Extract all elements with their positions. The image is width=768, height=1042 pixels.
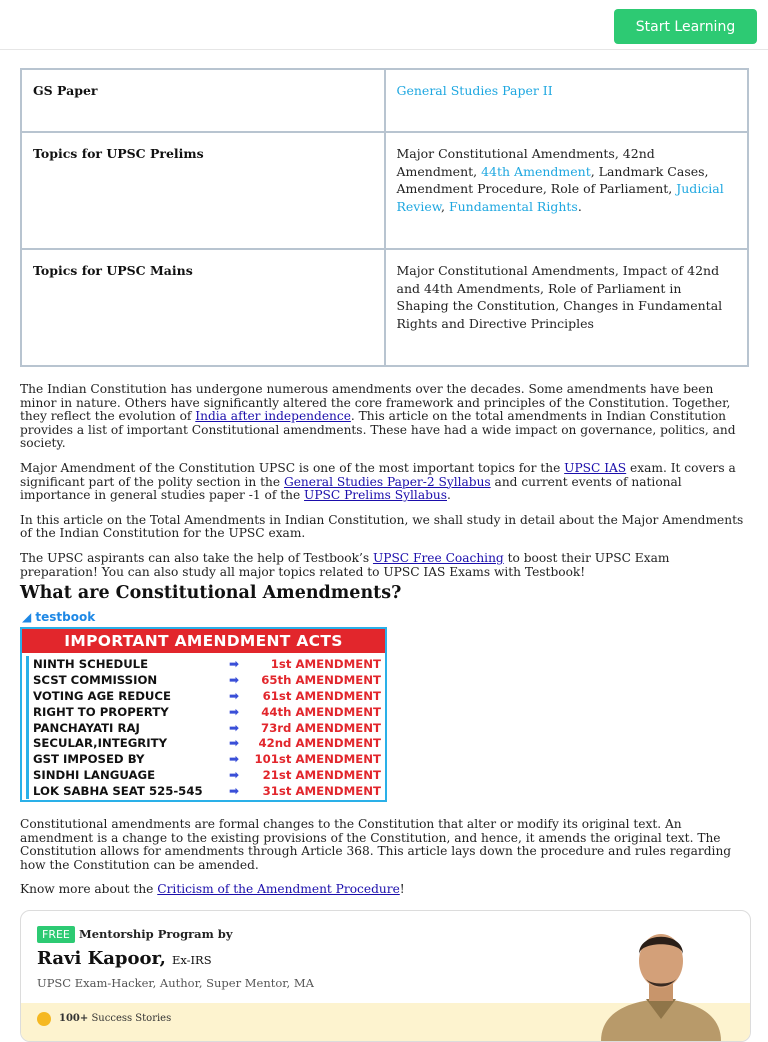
arrow-right-icon: ➡ [229, 672, 240, 687]
link-criticism-amendment-procedure[interactable]: Criticism of the Amendment Procedure [157, 882, 400, 897]
arrow-right-icon: ➡ [229, 752, 240, 767]
arrow-right-icon: ➡ [229, 656, 240, 671]
amendment: 31st AMENDMENT [262, 784, 381, 799]
table-value: Major Constitutional Amendments, Impact of 42nd and 44th Amendments, Role of Parliament in Shaping the Constitution, Changes in Fundamental Rights and Directive Principles [385, 249, 749, 366]
arrow-right-icon: ➡ [229, 736, 240, 751]
link-india-after-independence[interactable]: India after independence [195, 409, 351, 424]
text: ! [399, 882, 405, 897]
article-body [20, 383, 750, 590]
list-item [26, 704, 383, 720]
stories-label: Success Stories [91, 1013, 172, 1024]
table-row [21, 249, 748, 366]
list-item [26, 672, 383, 688]
amendment: 61st AMENDMENT [262, 688, 381, 703]
stories-count: 100+ [59, 1013, 89, 1024]
topic: NINTH SCHEDULE [33, 656, 149, 671]
mentor-subtitle: UPSC Exam-Hacker, Author, Super Mentor, MA [37, 976, 314, 990]
table-key: Topics for UPSC Prelims [21, 132, 385, 249]
text: Know more about the [20, 882, 158, 897]
list-item [26, 751, 383, 767]
list-item [26, 720, 383, 736]
link-upsc-free-coaching[interactable]: UPSC Free Coaching [372, 550, 504, 565]
testbook-logo: ◢ testbook [22, 610, 96, 624]
topic: SECULAR,INTEGRITY [33, 736, 168, 751]
article-body-continued [20, 818, 750, 908]
table-key: GS Paper [21, 69, 385, 132]
amendment: 21st AMENDMENT [262, 768, 381, 783]
table-row [21, 69, 748, 132]
table-value [385, 69, 749, 132]
amendment: 44th AMENDMENT [261, 704, 381, 719]
link-fundamental-rights[interactable]: Fundamental Rights [448, 198, 578, 214]
list-item [26, 735, 383, 751]
mentorship-label: Mentorship Program by [79, 927, 233, 941]
table-text: , [440, 198, 449, 214]
mentor-name: Ravi Kapoor, [37, 948, 166, 969]
info-table [20, 68, 749, 367]
text: The UPSC aspirants can also take the help of Testbook’s [20, 550, 373, 565]
avatar [591, 919, 731, 1041]
link-upsc-prelims-syllabus[interactable]: UPSC Prelims Syllabus [304, 488, 447, 503]
paragraph [20, 462, 750, 503]
arrow-right-icon: ➡ [229, 720, 240, 735]
start-learning-button[interactable]: Start Learning [614, 9, 757, 44]
list-item [26, 767, 383, 783]
table-row [21, 132, 748, 249]
amendment: 101st AMENDMENT [254, 752, 381, 767]
table-value [385, 132, 749, 249]
amendment-infographic [20, 627, 387, 802]
top-bar [0, 0, 768, 50]
paragraph [20, 883, 750, 897]
link-gs-paper-2-syllabus[interactable]: General Studies Paper-2 Syllabus [283, 474, 491, 489]
amendment: 1st AMENDMENT [270, 656, 381, 671]
list-item [26, 688, 383, 704]
amendment: 65th AMENDMENT [261, 672, 381, 687]
arrow-right-icon: ➡ [229, 704, 240, 719]
section-heading: What are Constitutional Amendments? [20, 583, 402, 603]
topic: RIGHT TO PROPERTY [33, 704, 169, 719]
topic: VOTING AGE REDUCE [33, 688, 171, 703]
topic: SCST COMMISSION [33, 672, 158, 687]
mentorship-card[interactable] [20, 910, 751, 1042]
amendment: 42nd AMENDMENT [258, 736, 381, 751]
mentor-credential: Ex-IRS [171, 953, 212, 967]
arrow-right-icon: ➡ [229, 784, 240, 799]
arrow-right-icon: ➡ [229, 688, 240, 703]
text: to boost their UPSC Exam preparation! You can also study all major topics related to UPSC IAS Exams with Testbook! [20, 550, 670, 579]
text: exam. It covers a significant part of the polity section in the [20, 460, 736, 489]
topic: GST IMPOSED BY [33, 752, 145, 767]
amendment: 73rd AMENDMENT [261, 720, 381, 735]
topic: PANCHAYATI RAJ [33, 720, 140, 735]
infographic-rows [26, 656, 383, 799]
text: and current events of national importance in general studies paper -1 of the [20, 474, 682, 503]
paragraph [20, 383, 750, 451]
link-44th-amendment[interactable]: 44th Amendment [481, 163, 591, 179]
link-judicial-review[interactable]: Judicial Review [396, 181, 724, 214]
link-gs-paper-2[interactable]: General Studies Paper II [396, 83, 553, 98]
paragraph: Constitutional amendments are formal changes to the Constitution that alter or modify its original text. An amendment is a change to the existing provisions of the Constitution, and hence, it amends the original text. The Constitution allows for amendments through Article 368. This article lays down the procedure and rules regarding how the Constitution can be amended. [20, 817, 732, 872]
text: . [447, 488, 451, 503]
paragraph: In this article on the Total Amendments in Indian Constitution, we shall study in detail about the Major Amendments of the Indian Constitution for the UPSC exam. [20, 512, 744, 541]
text: The Indian Constitution has undergone numerous amendments over the decades. Some amendments have been minor in nature. Others have significantly altered the core framework and principles of the Constitution. Together, they reflect the evolution of [20, 382, 731, 424]
table-text: , Landmark Cases, Amendment Procedure, Role of Parliament, [396, 163, 709, 196]
list-item [26, 656, 383, 672]
success-stories-text [59, 1013, 171, 1024]
text: Major Amendment of the Constitution UPSC is one of the most important topics for the [20, 460, 565, 475]
arrow-right-icon: ➡ [229, 768, 240, 783]
infographic-title: IMPORTANT AMENDMENT ACTS [22, 629, 385, 653]
table-key: Topics for UPSC Mains [21, 249, 385, 366]
table-text: . [577, 198, 582, 214]
free-badge: FREE [37, 926, 75, 943]
table-text: Major Constitutional Amendments, 42nd Amendment, [396, 146, 655, 179]
list-item [26, 783, 383, 799]
link-upsc-ias[interactable]: UPSC IAS [564, 460, 627, 475]
text: . This article on the total amendments in Indian Constitution provides a list of important Constitutional amendments. These have had a wide impact on governance, politics, and society. [20, 409, 736, 451]
topic: LOK SABHA SEAT 525-545 [33, 784, 203, 799]
brand-text: testbook [35, 610, 96, 624]
paragraph [20, 552, 750, 579]
mentor-name-line [37, 948, 212, 969]
topic: SINDHI LANGUAGE [33, 768, 156, 783]
